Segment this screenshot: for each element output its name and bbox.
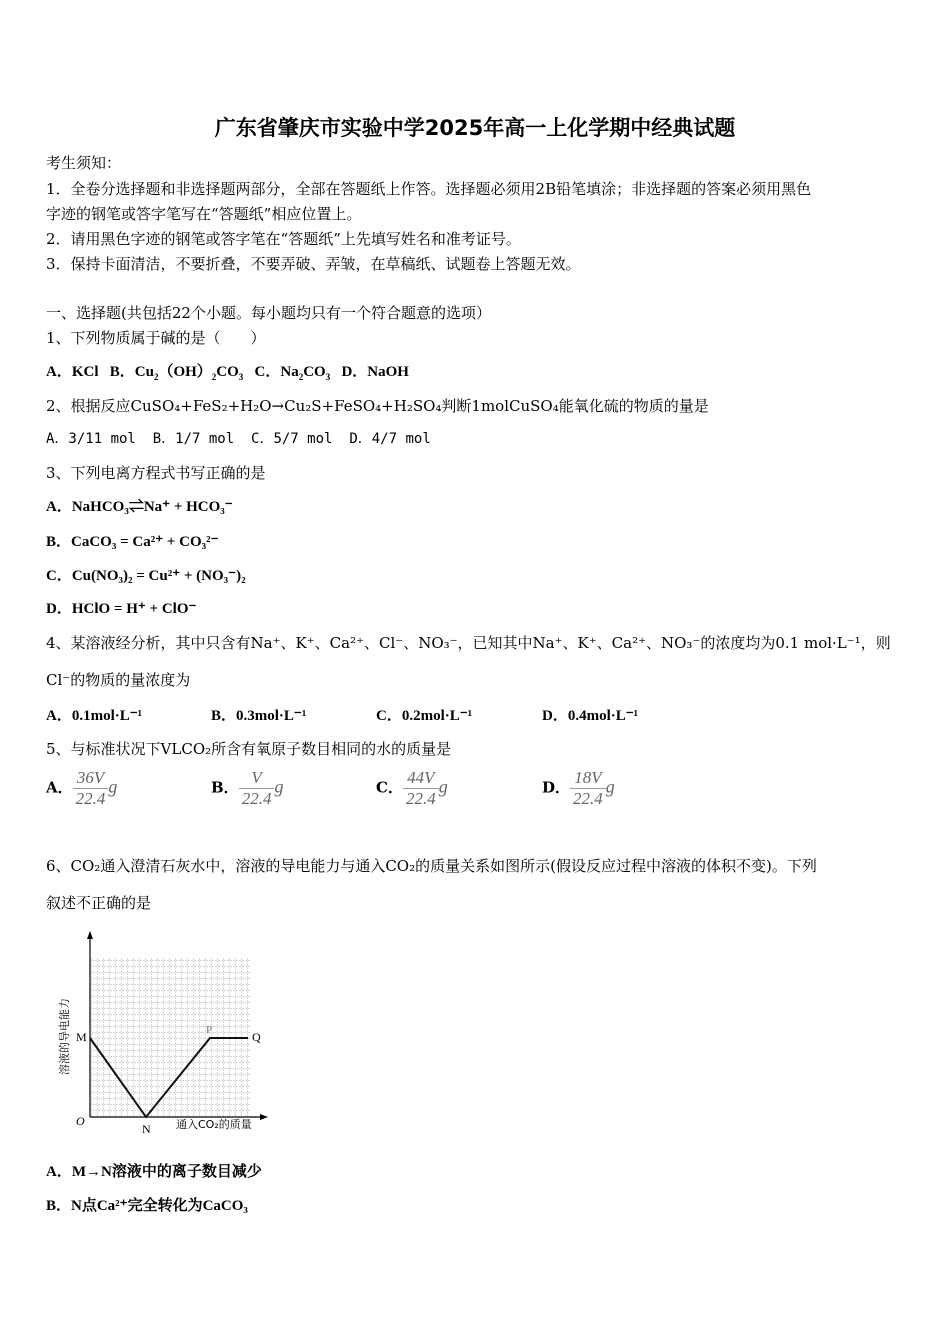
q4-stem: 4、某溶液经分析，其中只含有Na⁺、K⁺、Ca²⁺、Cl⁻、NO₃⁻，已知其中Na⁺、K⁺、Ca²⁺、NO₃⁻的浓度均为0.1 mol·L⁻¹，则 xyxy=(46,634,891,652)
q2-option-b[interactable]: B．1/7 mol xyxy=(152,431,235,447)
q4-option-a[interactable]: A．0.1mol·L⁻¹ xyxy=(46,708,143,724)
q2-stem: 2、根据反应CuSO₄+FeS₂+H₂O→Cu₂S+FeSO₄+H₂SO₄判断1molCuSO₄能氧化硫的物质的量是 xyxy=(46,397,709,415)
q5-option-b[interactable]: B． $\frac{V}{22.4}$ g xyxy=(211,768,284,808)
page-title: 广东省肇庆市实验中学2025年高一上化学期中经典试题 xyxy=(214,116,736,140)
origin-label: O xyxy=(76,1114,85,1128)
q6-stem-cont: 叙述不正确的是 xyxy=(46,894,152,912)
q3-option-a[interactable]: A．NaHCO₃⇌Na⁺ + HCO₃⁻ xyxy=(46,499,233,515)
q5-option-c[interactable]: C． $\frac{44V}{22.4}$ g xyxy=(376,768,448,808)
q5-option-a[interactable]: A． $\frac{36V}{22.4}$ g xyxy=(46,768,118,808)
q2-option-d[interactable]: D．4/7 mol xyxy=(349,431,431,447)
q1-option-d[interactable]: D．NaOH xyxy=(341,364,409,380)
point-n-label: N xyxy=(142,1122,151,1136)
y-axis-arrow-icon xyxy=(87,931,93,939)
q5-stem: 5、与标准状况下VLCO₂所含有氧原子数目相同的水的质量是 xyxy=(46,740,452,758)
q2-option-c[interactable]: C．5/7 mol xyxy=(251,431,333,447)
q1-options xyxy=(46,360,409,382)
notice-line: 2．请用黑色字迹的钢笔或答字笔在“答题纸”上先填写姓名和准考证号。 xyxy=(46,230,521,248)
q4-option-d[interactable]: D．0.4mol·L⁻¹ xyxy=(542,708,639,724)
x-axis-label: 通入CO₂的质量 xyxy=(176,1118,252,1131)
y-axis-label: 溶液的导电能力 xyxy=(58,998,71,1075)
section-heading: 一、选择题(共包括22个小题。每小题均只有一个符合题意的选项） xyxy=(46,304,491,322)
q3-option-c[interactable]: C．Cu(NO₃)₂ = Cu²⁺ + (NO₃⁻)₂ xyxy=(46,568,246,584)
q2-option-a[interactable]: A．3/11 mol xyxy=(46,431,136,447)
q1-option-c[interactable]: C．$Na_2CO_3$ xyxy=(254,364,331,382)
q1-option-a[interactable]: A．KCl xyxy=(46,364,99,380)
notice-line: 字迹的钢笔或答字笔写在“答题纸”相应位置上。 xyxy=(46,205,362,223)
q6-stem: 6、CO₂通入澄清石灰水中，溶液的导电能力与通入CO₂的质量关系如图所示(假设反应过程中溶液的体积不变)。下列 xyxy=(46,857,817,875)
x-axis-arrow-icon xyxy=(260,1114,268,1120)
q5-option-d[interactable]: D． $\frac{18V}{22.4}$ g xyxy=(542,768,615,808)
q6-option-a[interactable]: A．M→N溶液中的离子数目减少 xyxy=(46,1164,262,1180)
notice-line: 1．全卷分选择题和非选择题两部分，全部在答题纸上作答。选择题必须用2B铅笔填涂；非选择题的答案必须用黑色 xyxy=(46,180,812,198)
point-q-label: Q xyxy=(252,1030,261,1044)
conductivity-graph xyxy=(44,925,284,1140)
point-m-label: M xyxy=(76,1030,87,1044)
q2-options xyxy=(46,428,431,448)
notice-line: 3．保持卡面清洁，不要折叠，不要弄破、弄皱，在草稿纸、试题卷上答题无效。 xyxy=(46,255,581,273)
q1-option-b[interactable]: B．$Cu_2(OH)_2CO_3$ xyxy=(109,364,244,382)
q3-option-d[interactable]: D．HClO = H⁺ + ClO⁻ xyxy=(46,601,197,617)
q1-stem: 1、下列物质属于碱的是（ ） xyxy=(46,329,266,347)
point-p-label: P xyxy=(206,1024,213,1036)
q4-option-c[interactable]: C．0.2mol·L⁻¹ xyxy=(376,708,473,724)
q6-option-b[interactable]: B．N点Ca²⁺完全转化为CaCO₃ xyxy=(46,1198,248,1214)
q3-stem: 3、下列电离方程式书写正确的是 xyxy=(46,464,266,482)
notice-heading: 考生须知： xyxy=(46,154,122,172)
q4-stem-cont: Cl⁻的物质的量浓度为 xyxy=(46,671,191,689)
q4-option-b[interactable]: B．0.3mol·L⁻¹ xyxy=(211,708,307,724)
q3-option-b[interactable]: B．CaCO₃ = Ca²⁺ + CO₃²⁻ xyxy=(46,534,219,550)
q5-options xyxy=(46,768,906,824)
